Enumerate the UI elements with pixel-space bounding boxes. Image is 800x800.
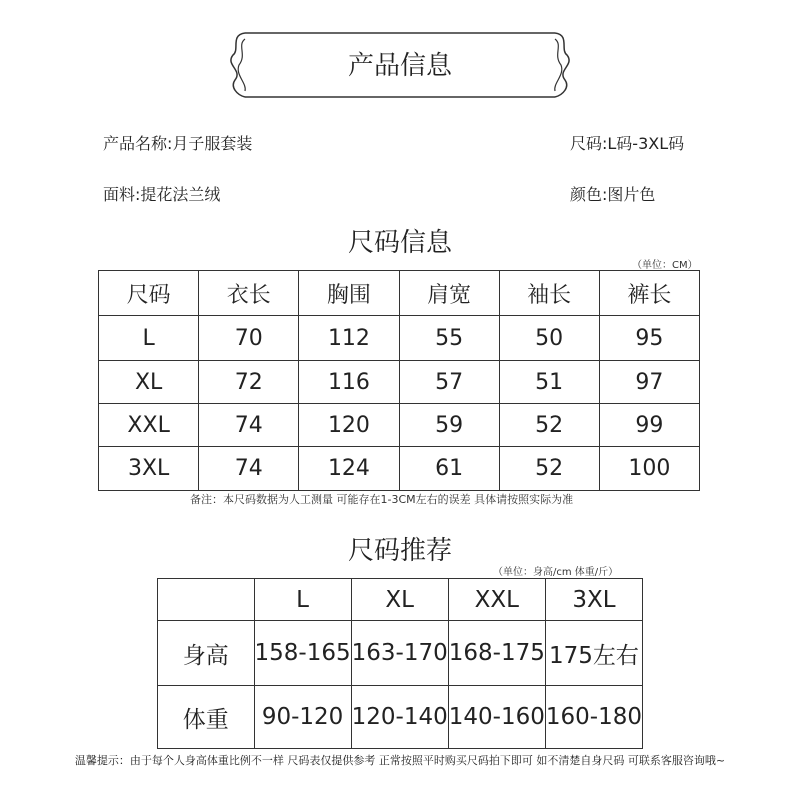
header-cell: 尺码	[99, 271, 199, 316]
header-cell: 裤长	[599, 271, 699, 316]
header-cell: XL	[351, 579, 448, 621]
product-size-range: 尺码:L码-3XL码	[570, 134, 685, 153]
cell: 168-175	[448, 621, 545, 686]
header-cell: XXL	[448, 579, 545, 621]
product-color: 颜色:图片色	[570, 185, 656, 204]
cell: 100	[599, 447, 699, 491]
row-label: 身高	[158, 621, 255, 686]
header-cell: 衣长	[199, 271, 299, 316]
cell: 51	[499, 361, 599, 404]
cell: 61	[399, 447, 499, 491]
table-header-row	[158, 579, 643, 621]
cell: 112	[299, 316, 399, 361]
size-info-unit: （单位：CM）	[632, 260, 698, 271]
cell: 52	[499, 447, 599, 491]
table-header-row	[99, 271, 700, 316]
header-cell	[158, 579, 255, 621]
cell: 90-120	[254, 686, 351, 749]
footer-tip: 温馨提示：由于每个人身高体重比例不一样 尺码表仅提供参考 正常按照平时购买尺码拍下即可 如不清楚自身尺码 可联系客服咨询哦~	[74, 754, 726, 767]
cell: 52	[499, 404, 599, 447]
cell: 158-165	[254, 621, 351, 686]
cell: 116	[299, 361, 399, 404]
recommend-title: 尺码推荐	[347, 536, 452, 566]
table-row	[158, 686, 643, 749]
cell: 3XL	[99, 447, 199, 491]
page-title: 产品信息	[347, 51, 452, 81]
table-row	[99, 447, 700, 491]
cell: 163-170	[351, 621, 448, 686]
cell: 140-160	[448, 686, 545, 749]
header-cell: L	[254, 579, 351, 621]
table-row	[99, 361, 700, 404]
cell: 59	[399, 404, 499, 447]
cell: 70	[199, 316, 299, 361]
row-label: 体重	[158, 686, 255, 749]
size-recommend-table	[157, 578, 643, 749]
cell: 175左右	[545, 621, 642, 686]
cell: XL	[99, 361, 199, 404]
table-row	[99, 316, 700, 361]
table-row	[158, 621, 643, 686]
header-cell: 3XL	[545, 579, 642, 621]
cell: 74	[199, 447, 299, 491]
cell: 120	[299, 404, 399, 447]
cell: 95	[599, 316, 699, 361]
table-row	[99, 404, 700, 447]
recommend-unit: （单位：身高/cm 体重/斤）	[493, 567, 619, 578]
cell: L	[99, 316, 199, 361]
cell: 124	[299, 447, 399, 491]
cell: 72	[199, 361, 299, 404]
header-cell: 胸围	[299, 271, 399, 316]
cell: 50	[499, 316, 599, 361]
header-cell: 肩宽	[399, 271, 499, 316]
cell: XXL	[99, 404, 199, 447]
product-fabric: 面料:提花法兰绒	[103, 185, 221, 204]
size-info-title: 尺码信息	[347, 228, 452, 258]
size-info-note: 备注：本尺码数据为人工测量 可能存在1-3CM左右的误差 具体请按照实际为准	[190, 493, 574, 506]
size-info-table	[98, 270, 700, 491]
cell: 97	[599, 361, 699, 404]
header-cell: 袖长	[499, 271, 599, 316]
product-name: 产品名称:月子服套装	[103, 134, 253, 153]
cell: 120-140	[351, 686, 448, 749]
cell: 160-180	[545, 686, 642, 749]
cell: 99	[599, 404, 699, 447]
cell: 55	[399, 316, 499, 361]
cell: 57	[399, 361, 499, 404]
cell: 74	[199, 404, 299, 447]
